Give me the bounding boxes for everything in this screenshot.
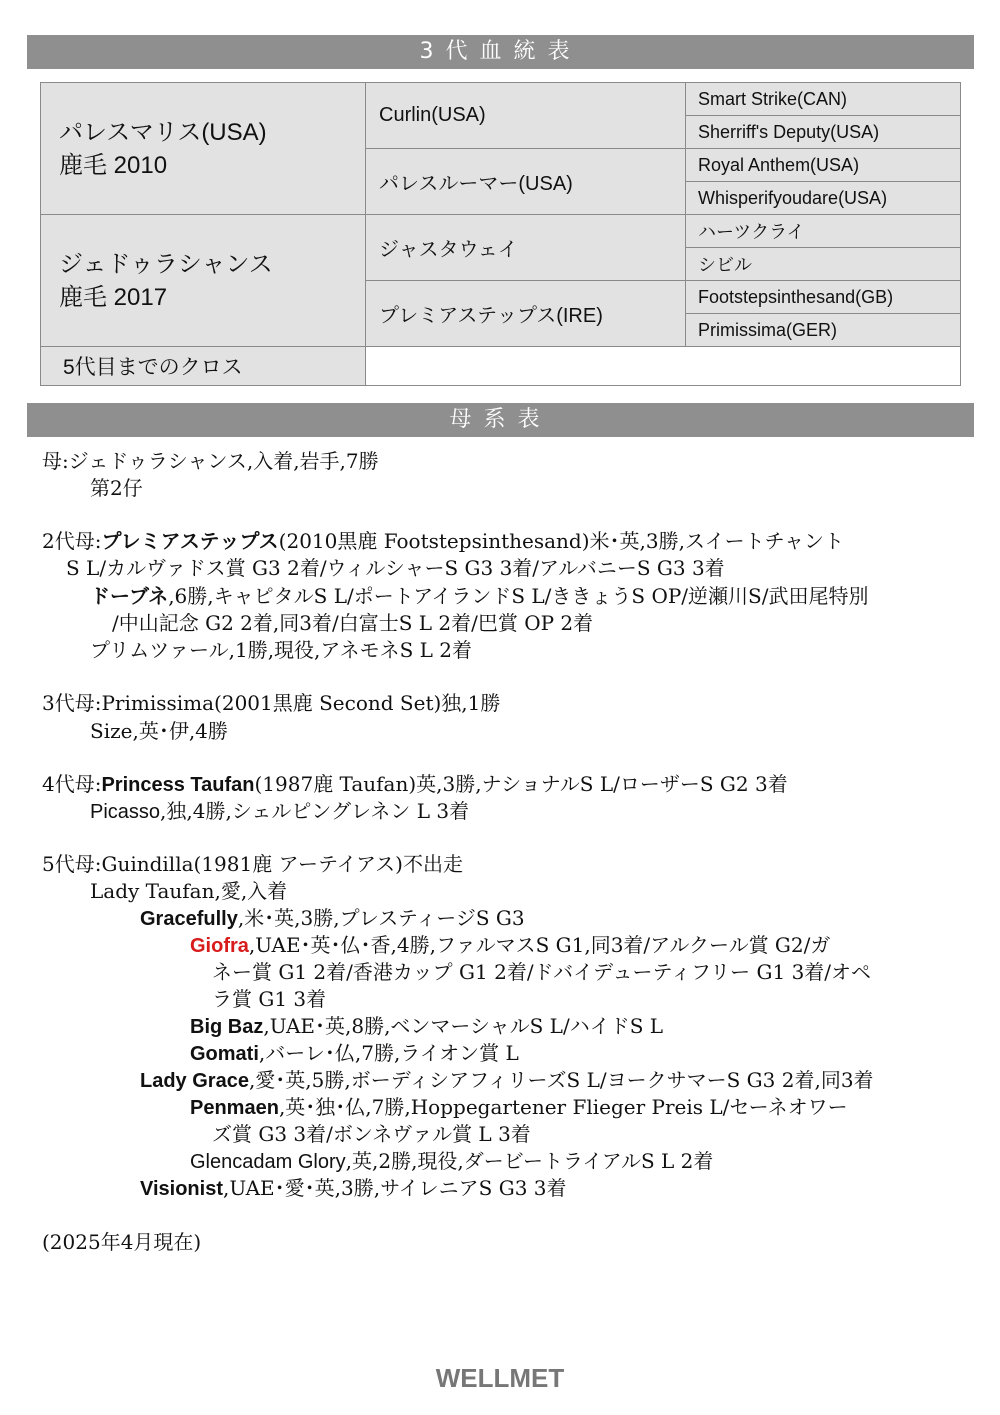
offspring-line: Glencadam Glory,英,2勝,現役,ダービートライアルS L 2着 — [190, 1149, 714, 1173]
horse-name: Gomati — [190, 1043, 259, 1065]
record-continuation: ズ賞 G3 3着/ボンネヴァル賞 L 3着 — [212, 1122, 531, 1146]
offspring-line: Size,英･伊,4勝 — [90, 719, 228, 743]
horse-name: Penmaen — [190, 1097, 279, 1119]
dam-sire-cell: ジャスタウェイ — [366, 215, 686, 281]
horse-name: Lady Grace — [140, 1070, 249, 1092]
horse-name: Big Baz — [190, 1016, 264, 1038]
gen3-cell: Royal Anthem(USA) — [686, 149, 961, 182]
sire-name: パレスマリス(USA) — [59, 118, 267, 146]
gen3-cell: シビル — [686, 248, 961, 281]
dam-info: 鹿毛 2017 — [59, 283, 168, 311]
sire-sire-cell: Curlin(USA) — [366, 83, 686, 149]
third-dam-line: 3代母:Primissima(2001黒鹿 Second Set)独,1勝 — [42, 691, 501, 715]
record-continuation: ネー賞 G1 2着/香港カップ G1 2着/ドバイデューティフリー G1 3着/オペ — [212, 960, 872, 984]
horse-name: Visionist — [140, 1178, 223, 1200]
horse-name: Princess Taufan — [101, 774, 255, 796]
horse-name: プリムツァール — [90, 640, 229, 662]
record-continuation: /中山記念 G2 2着,同3着/白富士S L 2着/巴賞 OP 2着 — [112, 611, 594, 635]
dam-dam-cell: プレミアステップス(IRE) — [366, 281, 686, 347]
dam-line: 母:ジェドゥラシャンス,入着,岩手,7勝 — [42, 449, 379, 473]
gen3-cell: Footstepsinthesand(GB) — [686, 281, 961, 314]
gen3-cell: Whisperifyoudare(USA) — [686, 182, 961, 215]
wellmet-logo: WELLMET — [435, 1363, 565, 1393]
gen3-cell: Smart Strike(CAN) — [686, 83, 961, 116]
offspring-line: プリムツァール,1勝,現役,アネモネS L 2着 — [90, 638, 473, 662]
inbreeding-cross-value — [366, 347, 961, 386]
offspring-line: Penmaen,英･独･仏,7勝,Hoppegartener Flieger Preis L/セーネオワー — [190, 1095, 848, 1119]
pedigree-section-header: 3代血統表 — [27, 35, 974, 69]
horse-name: Glencadam Glory — [190, 1151, 346, 1173]
horse-name: Picasso — [90, 801, 161, 823]
dam-cell — [41, 215, 366, 347]
offspring-line: Lady Grace,愛･英,5勝,ボーディシアフィリーズS L/ヨークサマーS G3 2着,同3着 — [140, 1068, 874, 1092]
horse-name: プレミアステップス — [101, 531, 279, 553]
foal-order-line: 第2仔 — [90, 476, 143, 500]
gen3-cell: Primissima(GER) — [686, 314, 961, 347]
as-of-date: (2025年4月現在) — [42, 1230, 202, 1254]
fifth-dam-line: 5代母:Guindilla(1981鹿 アーテイアス)不出走 — [42, 852, 463, 876]
offspring-line: Gomati,バーレ･仏,7勝,ライオン賞 L — [190, 1041, 519, 1065]
gen3-cell: Sherriff's Deputy(USA) — [686, 116, 961, 149]
offspring-line: Giofra,UAE･英･仏･香,4勝,ファルマスS G1,同3着/アルクール賞 G2/ガ — [190, 933, 831, 957]
offspring-line: Big Baz,UAE･英,8勝,ベンマーシャルS L/ハイドS L — [190, 1014, 664, 1038]
horse-name: ドーブネ — [90, 586, 169, 608]
sire-info: 鹿毛 2010 — [59, 151, 168, 179]
offspring-line: Lady Taufan,愛,入着 — [90, 879, 288, 903]
pedigree-table — [40, 82, 961, 386]
dam-name: ジェドゥラシャンス — [59, 250, 273, 278]
inbreeding-cross-label: 5代目までのクロス — [41, 347, 366, 386]
offspring-line: Visionist,UAE･愛･英,3勝,サイレニアS G3 3着 — [140, 1176, 567, 1200]
highlighted-horse-name: Giofra — [190, 935, 249, 957]
offspring-line: ドーブネ,6勝,キャピタルS L/ポートアイランドS L/ききょうS OP/逆瀬川S/武田尾特別 — [90, 584, 869, 608]
sire-cell — [41, 83, 366, 215]
female-line-section-header: 母系表 — [27, 403, 974, 437]
horse-name: Gracefully — [140, 908, 238, 930]
second-dam-line: 2代母:プレミアステップス(2010黒鹿 Footstepsinthesand)米･英,3勝,スイートチャント — [42, 529, 844, 553]
record-continuation: S L/カルヴァドス賞 G3 2着/ウィルシャーS G3 3着/アルバニーS G3 3着 — [66, 556, 725, 580]
offspring-line: Gracefully,米･英,3勝,プレスティージS G3 — [140, 906, 525, 930]
record-continuation: ラ賞 G1 3着 — [212, 987, 327, 1011]
sire-dam-cell: パレスルーマー(USA) — [366, 149, 686, 215]
offspring-line: Picasso,独,4勝,シェルピングレネン L 3着 — [90, 799, 470, 823]
gen3-cell: ハーツクライ — [686, 215, 961, 248]
fourth-dam-line: 4代母:Princess Taufan(1987鹿 Taufan)英,3勝,ナショナルS L/ローザーS G2 3着 — [42, 772, 788, 796]
